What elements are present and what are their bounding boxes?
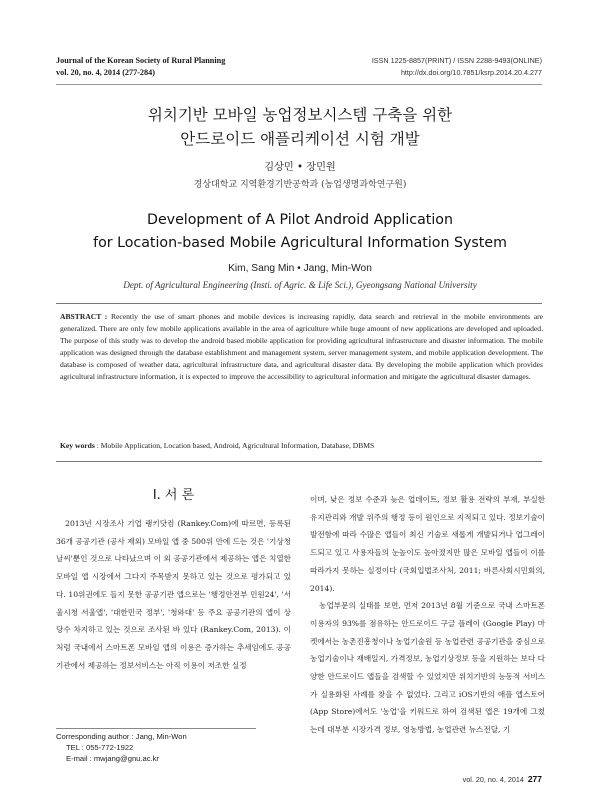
journal-header <box>56 55 225 79</box>
journal-name: Journal of the Korean Society of Rural Planning <box>56 56 226 65</box>
korean-title-line-1: 위치기반 모바일 농업정보시스템 구축을 위한 <box>147 106 453 124</box>
english-title <box>0 209 600 255</box>
body-paragraph: 농업부문의 실태를 보면, 먼저 2013년 8월 기준으로 국내 스마트폰 이용자의 93%를 점유하는 안드로이드 구글 플레이 (Google Play) 마켓에서는 농촌진흥청이나 농업기술원 등 농업관련 공공기관을 중심으로 농업기술이나 재배일지, 가격정보, 농업기상정보 등을 지원하는 보다 다양한 안드로이드 앱들을 검색할 수 있었지만 위치기반의 능동적 서비스가 실용화된 사례를 찾을 수 없었다. 그리고 iOS기반의 애플 앱스토어 (App Store)에서도 '농업'을 키워드로 하여 검색된 앱은 19개에 그쳤는데 대부분 시장가격 정보, 영농방법, 농업관련 뉴스전달, 기 <box>310 601 545 735</box>
korean-title <box>0 103 600 151</box>
abstract <box>60 311 543 383</box>
abstract-text: Recently the use of smart phones and mobile devices is increasing rapidly, data search and retrieval in the mobile environments are generalized. There are only few mobile applications available in the area of agriculture while huge amount of new applications are developed and uploaded. The purpose of this study was to develop the android based mobile application for providing agricultural infrastructure and disaster information. The mobile application was designed through the database establishment and management system, server management system, and mobile application development. The database is composed of weather data, agricultural infrastructure data, and agricultural disaster data. By developing the mobile application which provides agricultural infrastructure information, it is expected to improve the accessibility to agricultural information and mitigate the agricultural disaster damages. <box>60 312 543 381</box>
correspondence-divider <box>56 728 256 729</box>
korean-title-line-2: 안드로이드 애플리케이션 시험 개발 <box>180 130 420 148</box>
issn: ISSN 1225-8857(PRINT) / ISSN 2288-9493(ONLINE) <box>371 56 542 65</box>
keywords-text: : Mobile Application, Location based, Android, Agricultural Information, Database, DBMS <box>96 441 375 450</box>
doi-link[interactable]: http://dx.doi.org/10.7851/ksrp.2014.20.4.277 <box>400 68 542 77</box>
header-divider <box>56 84 542 85</box>
keywords <box>60 440 543 452</box>
korean-authors: 김상민 • 장민원 <box>264 162 336 173</box>
english-affiliation: Dept. of Agricultural Engineering (Insti. of Agric. & Life Sci.), Gyeongsang National University <box>123 280 477 290</box>
abstract-top-rule <box>56 303 542 304</box>
page-number: 277 <box>527 774 542 784</box>
keywords-label: Key words <box>60 441 95 450</box>
email: E-mail : mwjang@gnu.ac.kr <box>66 754 159 763</box>
english-title-line-1: Development of A Pilot Android Application <box>147 212 453 228</box>
korean-affiliation: 경상대학교 지역환경기반공학과 (농업생명과학연구원) <box>193 180 407 190</box>
telephone: TEL : 055-772-1922 <box>66 743 134 752</box>
corresponding-author: Corresponding author : Jang, Min-Won <box>56 732 187 741</box>
body-right-column <box>310 491 545 739</box>
correspondence-block <box>56 731 187 764</box>
footer-issue: vol. 20, no. 4, 2014 <box>462 775 524 784</box>
section-heading: I. 서 론 <box>152 488 195 503</box>
abstract-label: ABSTRACT : <box>60 312 108 321</box>
abstract-bottom-rule <box>56 461 542 462</box>
page-footer <box>463 774 542 784</box>
english-authors: Kim, Sang Min • Jang, Min-Won <box>228 263 372 274</box>
body-left-column: 2013년 시장조사 기업 랭키닷컴 (Rankey.Com)에 따르면, 등록된 36개 공공기관 (공사 제외) 모바일 앱 중 500위 안에 드는 것은 '기상청 날씨'뿐인 것으로 나타났으며 이 외 공공기관에서 제공하는 앱은 치열한 모바일 앱 시장에서 그다지 주목받지 못하고 있는 것으로 평가되고 있다. 10위권에도 들지 못한 공공기관 앱으로는 '행정안전부 민원24', '서울시청 서울앱', '대한민국 정부', '청와대' 등 주요 공공기관의 앱이 상당수 차지하고 있는 것으로 조사된 바 있다 (Rankey.Com, 2013). 이처럼 국내에서 스마트폰 모바일 앱의 이용은 증가하는 추세임에도 공공기관에서 제공하는 정보서비스는 아직 이용이 저조한 실정 <box>56 519 291 670</box>
english-title-line-2: for Location-based Mobile Agricultural Information System <box>93 235 507 251</box>
journal-issue: vol. 20, no. 4, 2014 (277-284) <box>56 68 155 77</box>
body-paragraph: 이며, 낮은 정보 수준과 늦은 업데이트, 정보 활용 전략의 부재, 부실한 유지관리와 개발 위주의 행정 등이 원인으로 지적되고 있다. 정보기술이 발전함에 따라 수많은 앱들이 최신 기술로 새롭게 개발되거나 업그레이드되고 있고 사용자들의 눈높이도 높아졌지만 많은 모바일 앱들이 이를 따라가지 못하는 실정이다 (국회입법조사처, 2011; 바른사회시민회의, 2014). <box>310 495 545 593</box>
issn-header <box>372 55 542 79</box>
